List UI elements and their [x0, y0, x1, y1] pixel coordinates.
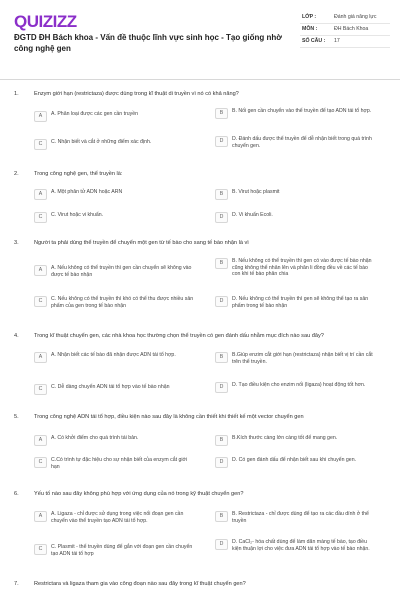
option-text: C. Nhận biết và cắt ở những điểm xác định. [51, 139, 152, 145]
question-text: Yếu tố nào sau đây không phù hợp với ứng dụng của nó trong kỹ thuật chuyển gen? [34, 491, 244, 497]
option-text: C. Dễ dàng chuyển ADN tái tổ hợp vào tế bào nhận [51, 384, 170, 390]
meta-row-subject [300, 24, 390, 36]
option-text: D. CaCl₂- hóa chất dùng để làm dãn màng tế bào, tạo điều kiện thuận lợi cho việc đưa ADN tái tổ hợp vào tế bào nhận. [232, 539, 370, 552]
option-text: B. Restrictaza - chỉ được dùng để tạo ra các đầu dính ở thể truyền [232, 511, 369, 524]
option-text: C. Nếu không có thể truyền thì khó có thể thu được nhiều sản phẩm của gen trong tế bào nhận [51, 296, 194, 309]
option-letter-box: D [215, 296, 228, 307]
option-letter-box: D [215, 539, 228, 550]
option-letter-box: D [215, 136, 228, 147]
question-text: Enzym giới hạn (restrictaza) được dùng trong kĩ thuật di truyền vì nó có khả năng? [34, 91, 239, 97]
option-letter-box: A [34, 435, 47, 446]
question-number: 6. [14, 491, 19, 497]
option-letter-box: A [34, 511, 47, 522]
quizizz-logo: QUIZIZZ [14, 12, 77, 31]
option-letter-box: D [215, 212, 228, 223]
option-letter-box: D [215, 382, 228, 393]
option-text: B. Nối gen cần chuyển vào thể truyền để tạo ADN tái tổ hợp. [232, 108, 372, 114]
option-letter-box: B [215, 189, 228, 200]
option-letter-box: B [215, 511, 228, 522]
option-letter-box: B [215, 258, 228, 269]
question-text: Người ta phải dùng thể truyền để chuyển một gen từ tế bào cho sang tế bào nhận là vì [34, 240, 249, 246]
question-number: 2. [14, 171, 19, 177]
option-text: A. Phân loại được các gen cần truyền [51, 111, 139, 117]
option-letter-box: D [215, 457, 228, 468]
option-letter-box: A [34, 111, 47, 122]
option-text: A. Nhận biết các tế bào đã nhận được ADN tái tổ hợp. [51, 352, 176, 358]
option-text: B.Kích thước càng lớn càng tốt để mang gen. [232, 435, 338, 441]
option-text: A. Một phân tử ADN hoặc ARN [51, 189, 123, 195]
option-text: D. Có gen đánh dấu để nhận biết sau khi chuyển gen. [232, 457, 357, 463]
option-text: D. Đánh dấu được thể truyền để dễ nhận biết trong quá trình chuyển gen. [232, 136, 372, 149]
option-letter-box: C [34, 212, 47, 223]
option-letter-box: C [34, 296, 47, 307]
option-text: D. Nếu không có thể truyền thì gen sẽ không thể tạo ra sản phẩm trong tế bào nhận [232, 296, 369, 309]
option-letter-box: A [34, 189, 47, 200]
question-text: Trong công nghệ ADN tái tổ hợp, điều kiện nào sau đây là không cần thiết khi thiết kế một vector chuyển gen [34, 414, 304, 420]
worksheet-header [0, 0, 400, 80]
option-text: C. Plasmit - thể truyền dùng để gắn với đoạn gen cần chuyển tạo ADN tái tổ hợp [51, 544, 193, 557]
meta-info-table [300, 12, 390, 48]
option-text: D. Tạo điều kiện cho enzim nối (ligaza) hoạt động tốt hơn. [232, 382, 366, 388]
meta-value: ĐH Bách Khoa [332, 24, 390, 36]
question-number: 4. [14, 333, 19, 339]
option-letter-box: C [34, 384, 47, 395]
question-text: Trong kĩ thuật chuyển gen, các nhà khoa học thường chọn thể truyền có gen đánh dấu nhằm mục đích nào sau đây? [34, 333, 324, 339]
option-text: B. Nếu không có thể truyền thì gen có vào được tế bào nhận cũng không thể nhân lên và phân li đồng đều về các tế bào con khi tế bào phân chia [232, 258, 372, 277]
option-letter-box: C [34, 457, 47, 468]
meta-row-count [300, 36, 390, 48]
meta-key: MÔN : [300, 24, 332, 36]
option-text: B.Giúp enzim cắt giới hạn (restrictaza) nhận biết vị trí cần cắt trên thể truyền. [232, 352, 373, 365]
option-letter-box: A [34, 352, 47, 363]
option-text: A. Có khởi điểm cho quá trình tái bản. [51, 435, 139, 441]
option-text: A. Ligaza - chỉ được sử dụng trong việc nối đoạn gen cần chuyển vào thể truyền tạo ADN tái tổ hợp. [51, 511, 184, 524]
option-letter-box: B [215, 108, 228, 119]
quiz-title: ĐGTD ĐH Bách khoa - Vấn đề thuộc lĩnh vực sinh học - Tạo giống nhờ công nghệ gen [14, 33, 282, 53]
option-letter-box: B [215, 352, 228, 363]
option-letter-box: C [34, 544, 47, 555]
header-divider [0, 79, 400, 80]
question-number: 1. [14, 91, 19, 97]
option-text: C. Virut hoặc vi khuẩn. [51, 212, 104, 218]
meta-key: SỐ CÂU : [300, 36, 332, 48]
option-text: C.Có trình tự đặc hiệu cho sự nhận biết của enzym cắt giới hạn [51, 457, 188, 470]
meta-key: LỚP : [300, 12, 332, 24]
option-letter-box: A [34, 265, 47, 276]
meta-value: 17 [332, 36, 390, 48]
option-text: D. Vi khuẩn Ecoli. [232, 212, 273, 218]
question-number: 7. [14, 581, 19, 587]
option-letter-box: B [215, 435, 228, 446]
question-text: Trong công nghệ gen, thể truyền là: [34, 171, 123, 177]
question-text: Restrictara và ligaza tham gia vào công đoạn nào sau đây trong kĩ thuật chuyển gen? [34, 581, 246, 587]
meta-row-class [300, 12, 390, 24]
option-text: B. Virut hoặc plasmit [232, 189, 280, 195]
question-number: 3. [14, 240, 19, 246]
option-letter-box: C [34, 139, 47, 150]
meta-value: Đánh giá năng lực [332, 12, 390, 24]
option-text: A. Nếu không có thể truyền thì gen cần chuyển sẽ không vào được tế bào nhận [51, 265, 192, 278]
question-number: 5. [14, 414, 19, 420]
